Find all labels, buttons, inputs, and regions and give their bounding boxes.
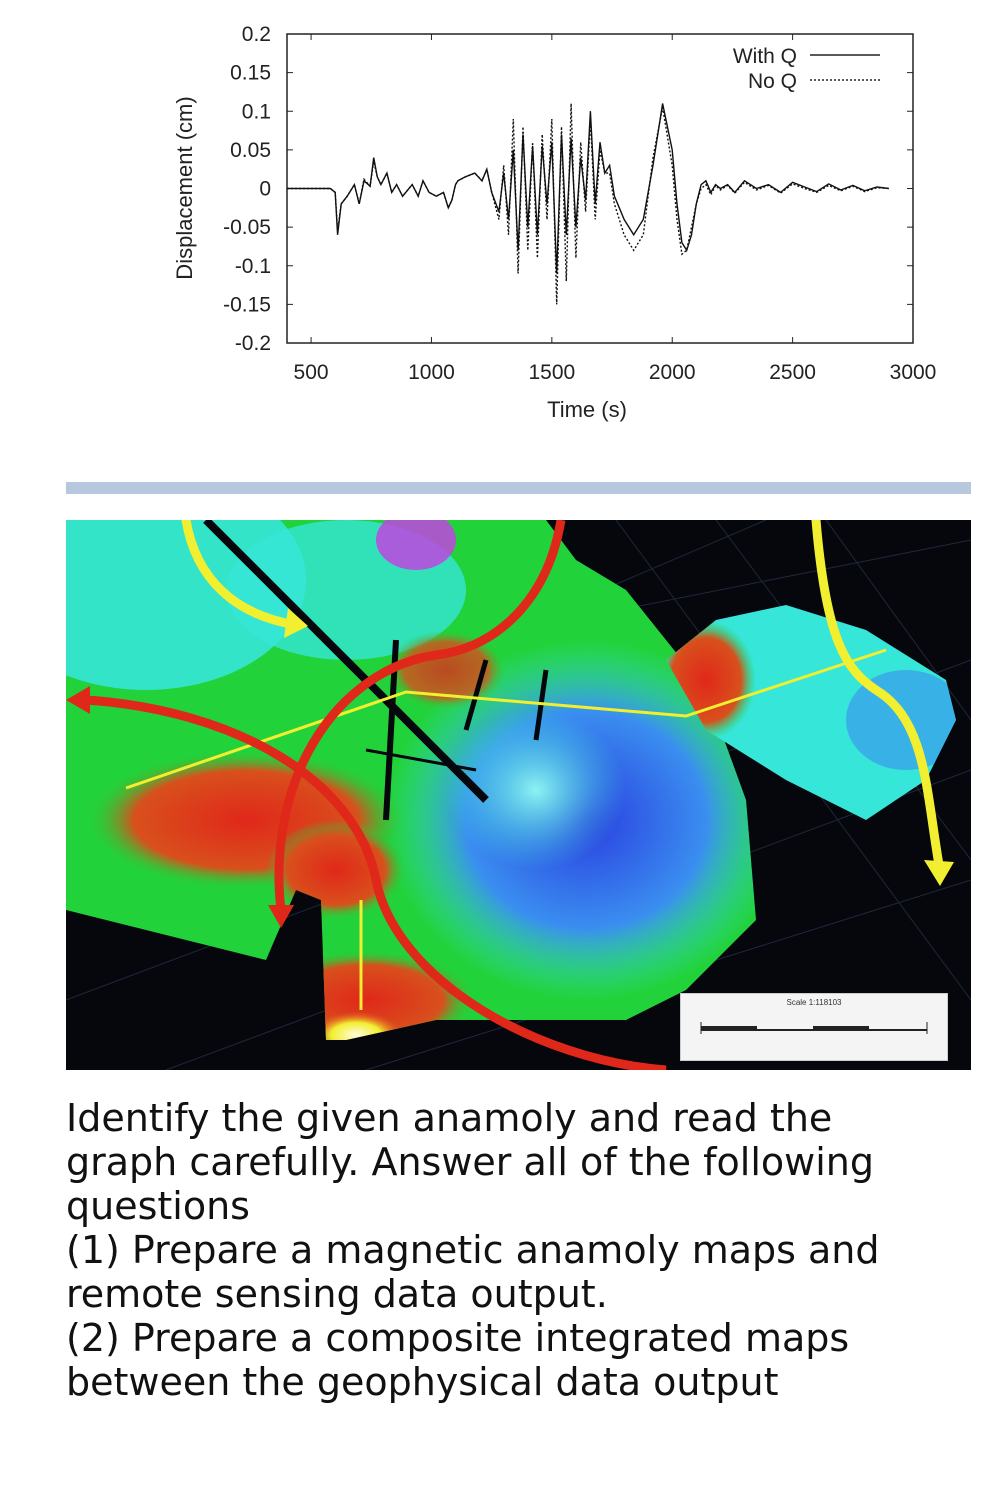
- y-tick-label: -0.1: [234, 254, 271, 278]
- anomaly-map: [66, 520, 971, 1070]
- y-tick-label: -0.15: [223, 293, 271, 317]
- series-line-no-q: [287, 104, 889, 305]
- x-tick-label: 500: [293, 361, 329, 384]
- x-tick-label: 1000: [408, 361, 455, 384]
- x-axis-label: Time (s): [547, 397, 627, 422]
- question-text: [66, 1096, 946, 1404]
- question-item-2: (2) Prepare a composite integrated maps between the geophysical data output: [66, 1316, 850, 1404]
- x-tick-label: 1500: [528, 361, 576, 384]
- y-tick-label: 0.1: [241, 100, 271, 124]
- y-tick-label: 0.2: [241, 23, 271, 46]
- legend-label: No Q: [747, 70, 797, 93]
- map-scale-title: Scale 1:118103: [786, 998, 842, 1007]
- x-tick-label: 2000: [648, 361, 696, 384]
- displacement-chart: [0, 0, 981, 440]
- series-line-with-q: [287, 104, 889, 274]
- y-tick-label: 0.15: [230, 61, 271, 85]
- y-tick-label: -0.05: [223, 216, 271, 240]
- x-tick-label: 2500: [769, 361, 816, 384]
- section-divider: [66, 482, 971, 494]
- y-tick-label: 0: [259, 177, 271, 201]
- scale-ruler: [681, 1008, 947, 1058]
- legend-label: With Q: [732, 45, 797, 68]
- x-tick-label: 3000: [889, 361, 937, 384]
- map-scale-bar: [680, 993, 948, 1061]
- y-axis-label: Displacement (cm): [172, 96, 197, 280]
- chart-svg: [0, 0, 981, 440]
- y-tick-label: 0.05: [230, 138, 271, 162]
- question-item-1: (1) Prepare a magnetic anamoly maps and remote sensing data output.: [66, 1228, 880, 1316]
- question-intro: Identify the given anamoly and read the graph carefully. Answer all of the following questions: [66, 1096, 874, 1228]
- anomaly-map-graphic: [66, 520, 971, 1070]
- y-tick-label: -0.2: [234, 332, 271, 355]
